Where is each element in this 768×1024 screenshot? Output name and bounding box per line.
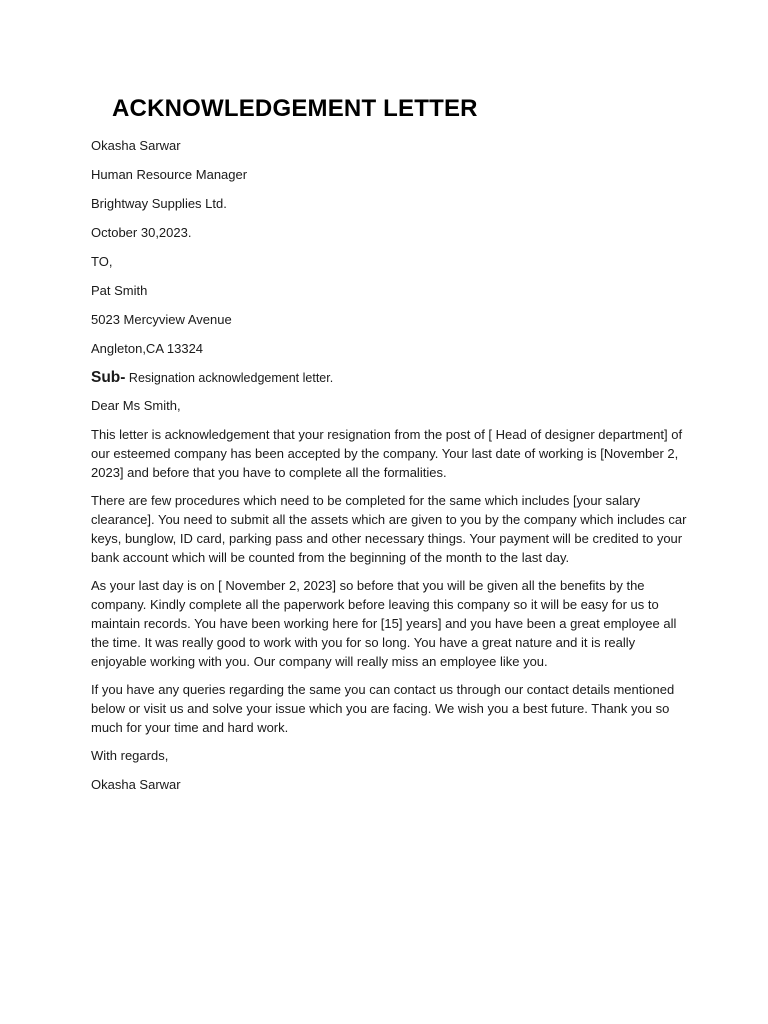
sender-name: Okasha Sarwar [91, 138, 181, 153]
sender-company: Brightway Supplies Ltd. [91, 196, 227, 211]
recipient-to-label: TO, [91, 254, 113, 269]
salutation: Dear Ms Smith, [91, 398, 181, 413]
letter-body [91, 136, 691, 804]
signature: Okasha Sarwar [91, 777, 181, 792]
subject-text: Resignation acknowledgement letter. [125, 371, 334, 385]
closing: With regards, [91, 748, 169, 763]
recipient-street: 5023 Mercyview Avenue [91, 312, 232, 327]
paragraph-2: There are few procedures which need to be completed for the same which includes [your salary clearance]. You need to submit all the assets which are given to you by the company which includes car keys, bunglow, ID card, parking pass and other necessary things. Your payment will be credited to your bank account which will be counted from the beginning of the month to the last day. [91, 493, 687, 565]
letter-date: October 30,2023. [91, 225, 192, 240]
recipient-name: Pat Smith [91, 283, 148, 298]
paragraph-1: This letter is acknowledgement that your resignation from the post of [ Head of designer department] of our esteemed company has been accepted by the company. Your last date of working is [November 2, 2023] and before that you have to complete all the formalities. [91, 427, 683, 480]
paragraph-3: As your last day is on [ November 2, 2023] so before that you will be given all the benefits by the company. Kindly complete all the paperwork before leaving this company so it will be easy for us to maintain records. You have been working here for [15] years] and you have been a great employee all the time. It was really good to work with you for so long. You have a great nature and it is really enjoyable working with you. Our company will really miss an employee like you. [91, 578, 677, 669]
paragraph-4: If you have any queries regarding the same you can contact us through our contact details mentioned below or visit us and solve your issue which you are facing. We wish you a best future. Thank you so much for your time and hard work. [91, 682, 675, 735]
sender-position: Human Resource Manager [91, 167, 248, 182]
subject-label: Sub- [91, 369, 126, 386]
letter-title: ACKNOWLEDGEMENT LETTER [112, 95, 478, 122]
recipient-city: Angleton,CA 13324 [91, 341, 204, 356]
subject-line [91, 368, 691, 388]
